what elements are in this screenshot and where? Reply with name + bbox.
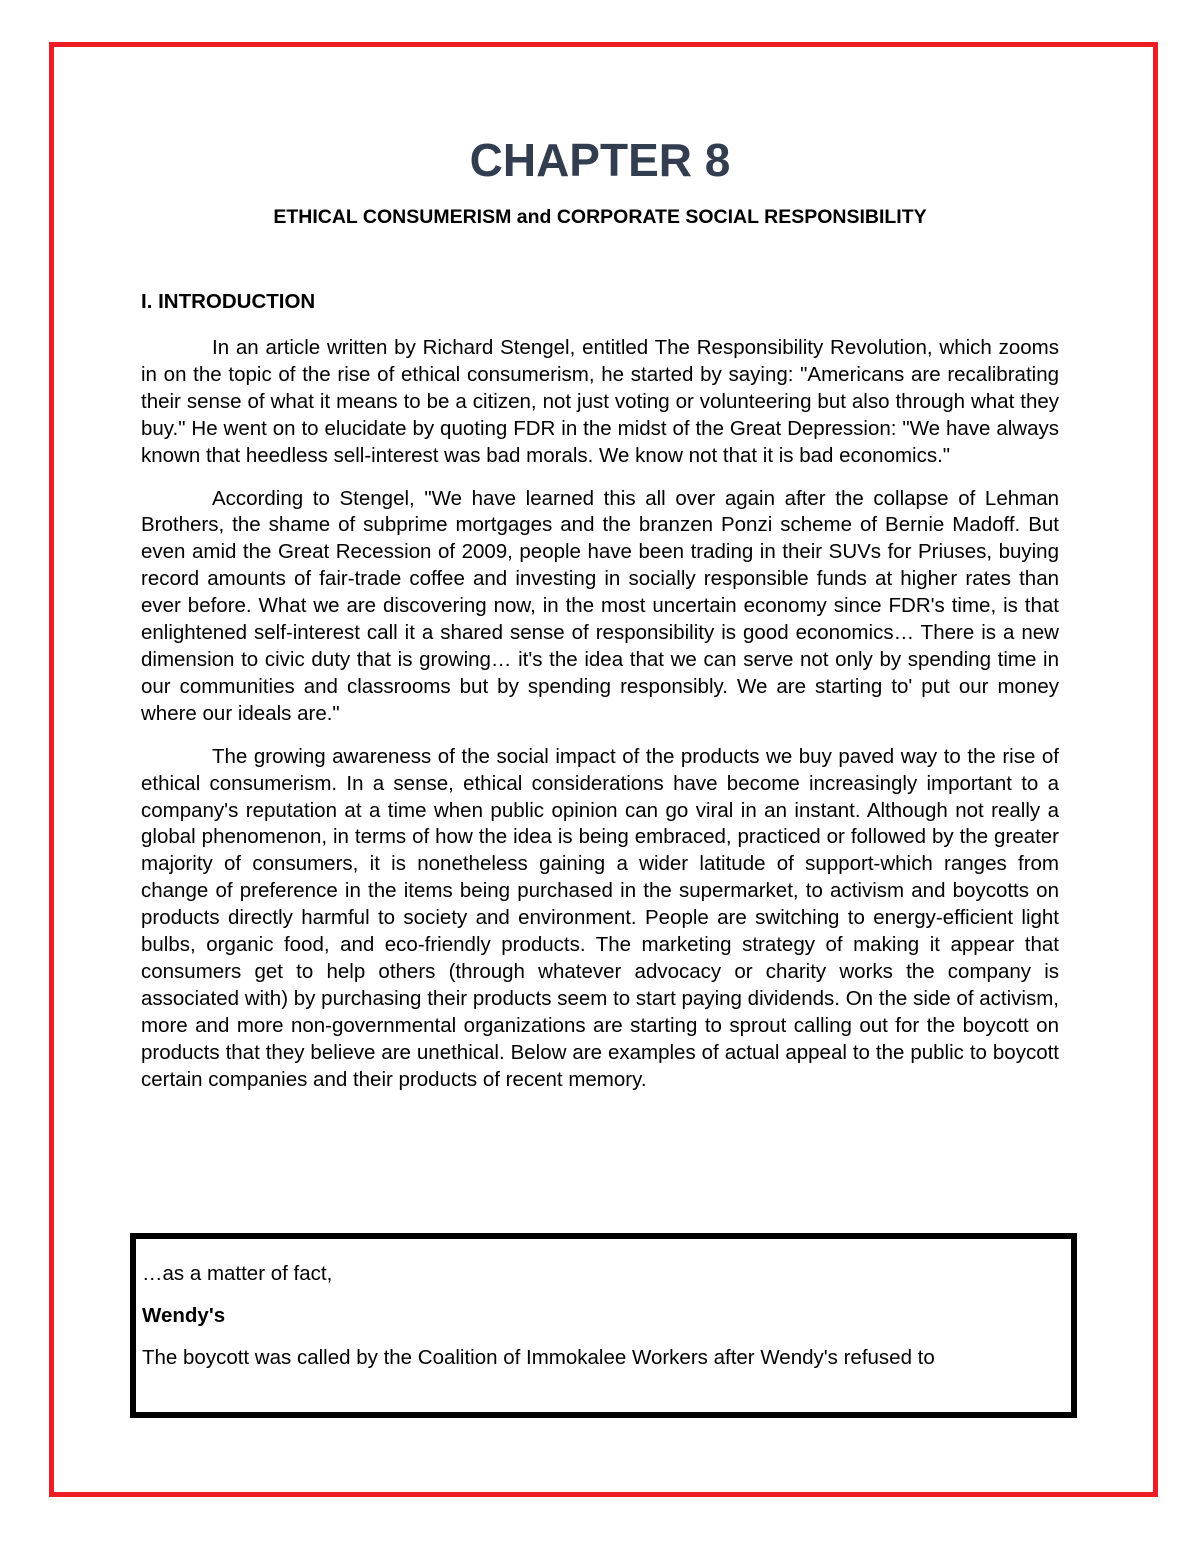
paragraph-stengel-article: In an article written by Richard Stengel, entitled The Responsibility Revolution, which zooms in on the topic of the rise of ethical consumerism, he started by saying: "Americans are recalibrating their sense of what it means to be a citizen, not just voting or volunteering but also through what they buy." He went on to elucidate by quoting FDR in the midst of the Great Depression: "We have always known that heedless sell-interest was bad morals. We know not that it is bad economics." <box>141 336 1059 467</box>
section-heading-introduction: I. INTRODUCTION <box>141 290 316 313</box>
chapter-title: CHAPTER 8 <box>469 134 731 186</box>
paragraph-stengel-quote: According to Stengel, "We have learned this all over again after the collapse of Lehman Brothers, the shame of subprime mortgages and the branzen Ponzi scheme of Bernie Madoff. But even amid the Great Recession of 2009, people have been trading in their SUVs for Priuses, buying record amounts of fair-trade coffee and investing in socially responsible funds at higher rates than ever before. What we are discovering now, in the most uncertain economy since FDR's time, is that enlightened self-interest call it a shared sense of responsibility is good economics… There is a new dimension to civic duty that is growing… it's the idea that we can serve not only by spending time in our communities and classrooms but by spending responsibly. We are starting to' put our money where our ideals are." <box>141 486 1059 725</box>
chapter-subtitle: ETHICAL CONSUMERISM and CORPORATE SOCIAL RESPONSIBILITY <box>273 206 927 228</box>
callout-box <box>130 1233 1077 1418</box>
callout-intro: …as a matter of fact, <box>142 1262 333 1285</box>
callout-text: The boycott was called by the Coalition of Immokalee Workers after Wendy's refused to <box>142 1346 935 1369</box>
introduction-body <box>141 335 1059 1109</box>
paragraph-ethical-consumerism: The growing awareness of the social impact of the products we buy paved way to the rise of ethical consumerism. In a sense, ethical considerations have become increasingly important to a company's reputation at a time when public opinion can go viral in an instant. Although not really a global phenomenon, in terms of how the idea is being embraced, practiced or followed by the greater majority of consumers, it is nonetheless gaining a wider latitude of support-which ranges from change of preference in the items being purchased in the supermarket, to activism and boycotts on products directly harmful to society and environment. People are switching to energy-efficient light bulbs, organic food, and eco-friendly products. The marketing strategy of making it appear that consumers get to help others (through whatever advocacy or charity works the company is associated with) by purchasing their products seem to start paying dividends. On the side of activism, more and more non-governmental organizations are starting to sprout calling out for the boycott on products that they believe are unethical. Below are examples of actual appeal to the public to boycott certain companies and their products of recent memory. <box>141 744 1059 1091</box>
callout-company-name: Wendy's <box>142 1304 226 1327</box>
